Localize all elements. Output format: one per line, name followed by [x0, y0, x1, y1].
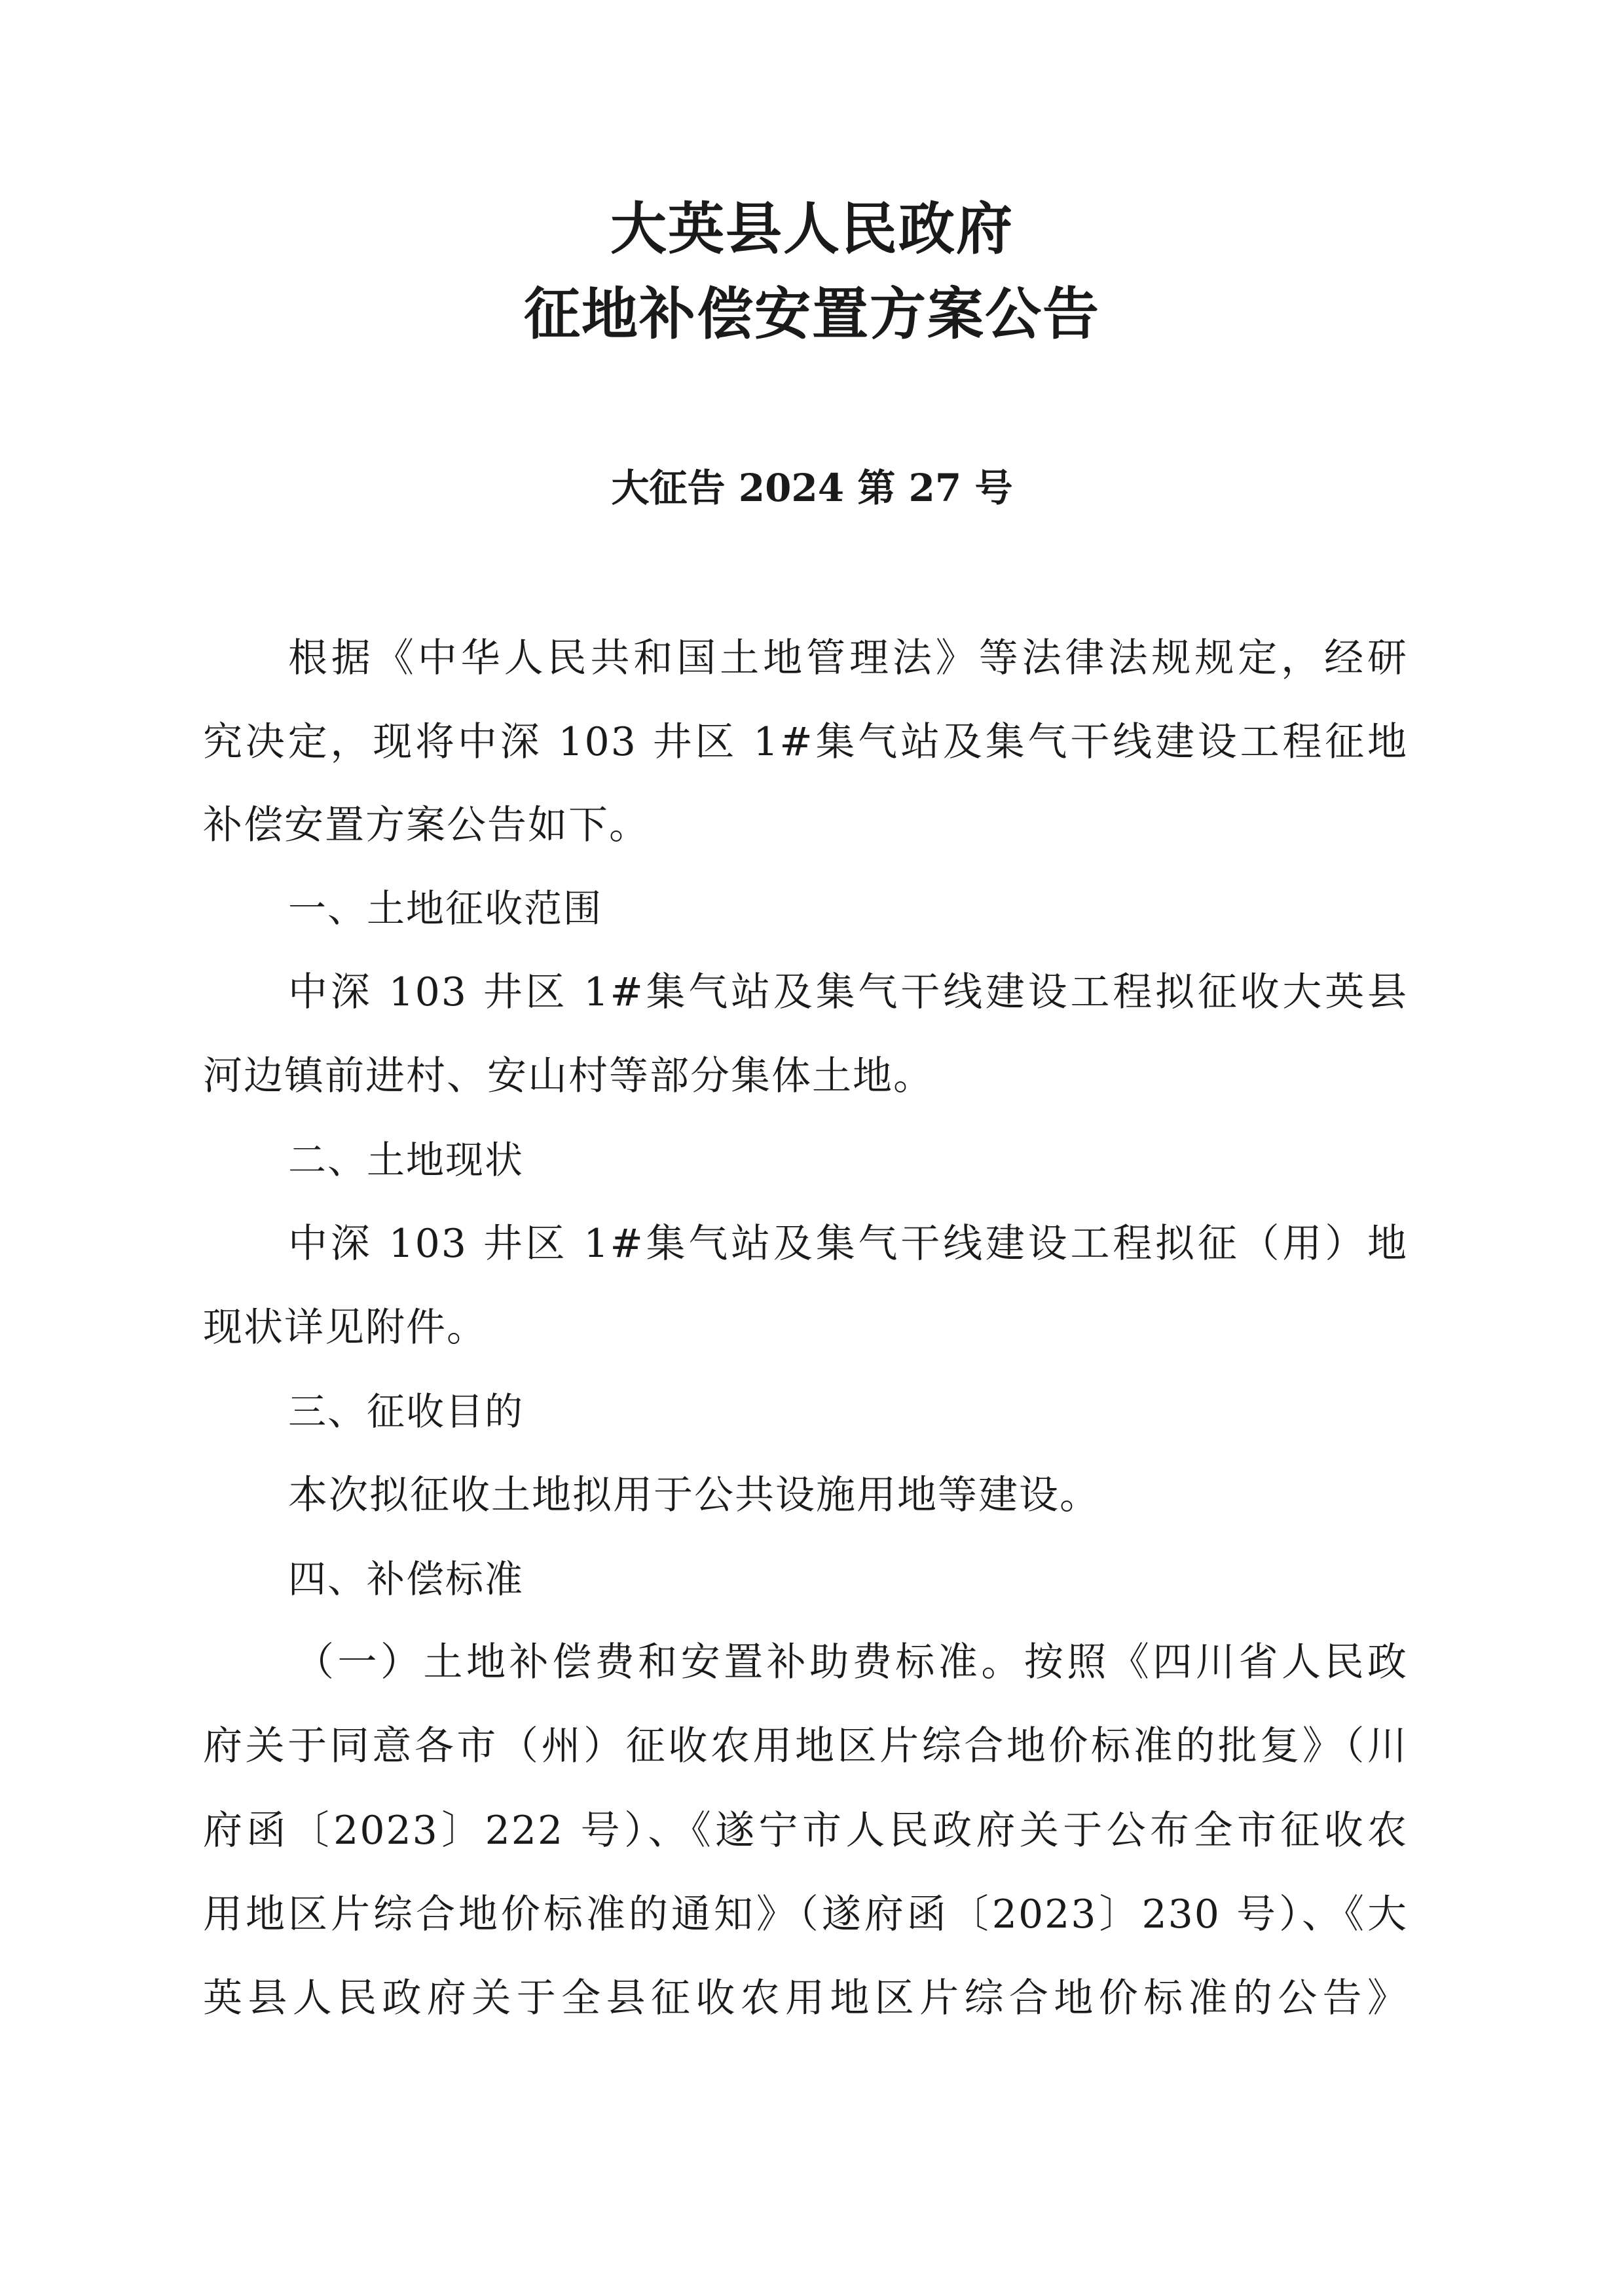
- intro-line-2: 究决定，现将中深 103 井区 1#集气站及集气干线建设工程征地: [203, 719, 1408, 765]
- document-title-line-2: 征地补偿安置方案公告: [524, 281, 1100, 347]
- section-heading-1: 一、土地征收范围: [288, 886, 603, 931]
- section-4-line-5: 英县人民政府关于全县征收农用地区片综合地价标准的公告》: [203, 1975, 1408, 2021]
- section-heading-4: 四、补偿标准: [288, 1557, 525, 1601]
- section-heading-2: 二、土地现状: [288, 1138, 525, 1182]
- intro-line-1: 根据《中华人民共和国土地管理法》等法律法规规定，经研: [288, 635, 1408, 681]
- section-1-line-2: 河边镇前进村、安山村等部分集体土地。: [203, 1053, 934, 1099]
- section-4-line-2: 府关于同意各市（州）征收农用地区片综合地价标准的批复》（川: [203, 1723, 1408, 1769]
- section-3-line-1: 本次拟征收土地拟用于公共设施用地等建设。: [288, 1472, 1100, 1518]
- section-4-line-3: 府函〔2023〕222 号）、《遂宁市人民政府关于公布全市征收农: [203, 1808, 1408, 1854]
- document-title-line-1: 大英县人民政府: [610, 196, 1014, 262]
- section-1-line-1: 中深 103 井区 1#集气站及集气干线建设工程拟征收大英县: [288, 969, 1408, 1015]
- section-2-line-2: 现状详见附件。: [203, 1305, 487, 1351]
- section-4-line-4: 用地区片综合地价标准的通知》（遂府函〔2023〕230 号）、《大: [203, 1892, 1408, 1937]
- document-number: 大征告 2024 第 27 号: [611, 466, 1013, 510]
- section-heading-3: 三、征收目的: [288, 1389, 525, 1434]
- intro-line-3: 补偿安置方案公告如下。: [203, 802, 650, 848]
- section-2-line-1: 中深 103 井区 1#集气站及集气干线建设工程拟征（用）地: [288, 1221, 1408, 1267]
- section-4-line-1: （一）土地补偿费和安置补助费标准。按照《四川省人民政: [295, 1639, 1408, 1685]
